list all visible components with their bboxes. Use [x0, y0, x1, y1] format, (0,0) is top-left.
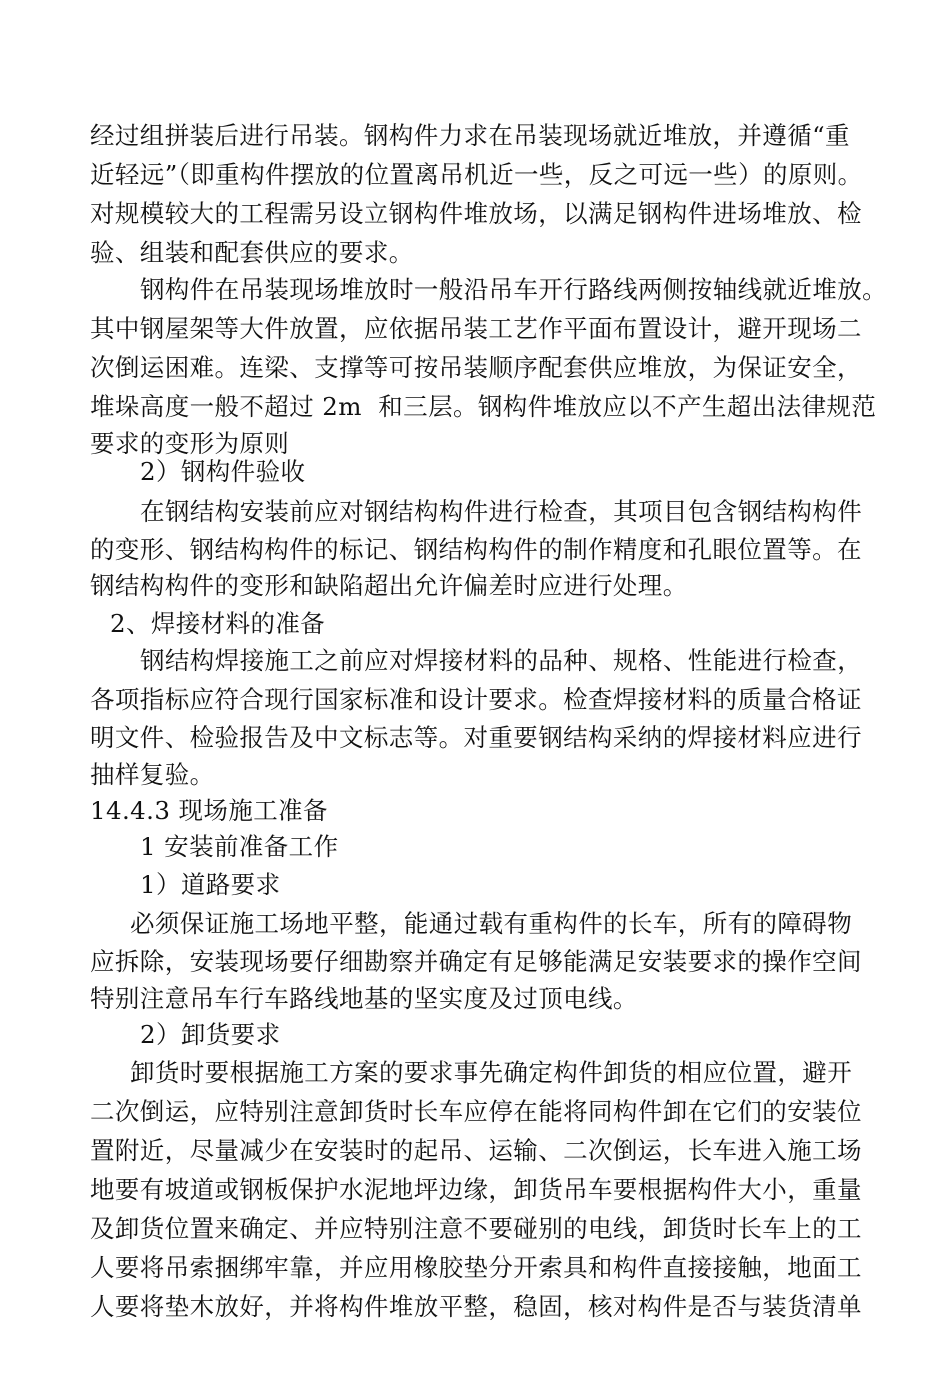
text-line-5: 钢构件在吊装现场堆放时一般沿吊车开行路线两侧按轴线就近堆放。	[140, 275, 887, 304]
text-line-4: 验、组装和配套供应的要求。	[90, 238, 414, 267]
text-line-24: 特别注意吊车行车路线地基的坚实度及过顶电线。	[90, 984, 638, 1013]
section-heading-road-requirements: 1）道路要求	[140, 870, 281, 899]
section-heading-inspection: 2）钢构件验收	[140, 457, 306, 486]
text-line-17: 明文件、检验报告及中文标志等。对重要钢结构采纳的焊接材料应进行	[90, 723, 862, 752]
section-heading-welding-materials: 2、焊接材料的准备	[110, 609, 326, 638]
text-line-15: 钢结构焊接施工之前应对焊接材料的品种、规格、性能进行检查，	[140, 646, 863, 675]
section-heading-unloading-requirements: 2）卸货要求	[140, 1020, 281, 1049]
text-line-13: 钢结构构件的变形和缺陷超出允许偏差时应进行处理。	[90, 571, 688, 600]
text-line-16: 各项指标应符合现行国家标准和设计要求。检查焊接材料的质量合格证	[90, 685, 862, 714]
text-line-6: 其中钢屋架等大件放置，应依据吊装工艺作平面布置设计，避开现场二	[90, 314, 862, 343]
text-line-12: 的变形、钢结构构件的标记、钢结构构件的制作精度和孔眼位置等。在	[90, 535, 862, 564]
text-line-27: 二次倒运，应特别注意卸货时长车应停在能将同构件卸在它们的安装位	[90, 1097, 862, 1126]
text-line-31: 人要将吊索捆绑牢靠，并应用橡胶垫分开索具和构件直接接触，地面工	[90, 1253, 862, 1282]
text-line-2: 近轻远”（即重构件摆放的位置离吊机近一些，反之可远一些）的原则。	[90, 160, 863, 189]
text-line-22: 必须保证施工场地平整，能通过载有重构件的长车，所有的障碍物	[130, 909, 853, 938]
text-line-28: 置附近，尽量减少在安装时的起吊、运输、二次倒运，长车进入施工场	[90, 1136, 862, 1165]
text-line-11: 在钢结构安装前应对钢结构构件进行检查，其项目包含钢结构构件	[140, 497, 863, 526]
text-line-18: 抽样复验。	[90, 760, 215, 789]
text-line-30: 及卸货位置来确定、并应特别注意不要碰别的电线，卸货时长车上的工	[90, 1214, 862, 1243]
text-line-1: 经过组拼装后进行吊装。钢构件力求在吊装现场就近堆放，并遵循“重	[90, 121, 850, 150]
section-heading-pre-installation: 1 安装前准备工作	[140, 832, 339, 861]
text-line-29: 地要有坡道或钢板保护水泥地坪边缘，卸货吊车要根据构件大小，重量	[90, 1175, 862, 1204]
text-line-9: 要求的变形为原则	[90, 429, 290, 458]
text-line-7: 次倒运困难。连梁、支撑等可按吊装顺序配套供应堆放，为保证安全，	[90, 353, 862, 382]
text-line-26: 卸货时要根据施工方案的要求事先确定构件卸货的相应位置，避开	[130, 1058, 853, 1087]
text-line-3: 对规模较大的工程需另设立钢构件堆放场，以满足钢构件进场堆放、检	[90, 199, 862, 228]
text-line-23: 应拆除，安装现场要仔细勘察并确定有足够能满足安装要求的操作空间	[90, 947, 862, 976]
text-line-8: 堆垛高度一般不超过 2m 和三层。钢构件堆放应以不产生超出法律规范	[90, 392, 877, 421]
text-line-32: 人要将垫木放好，并将构件堆放平整，稳固，核对构件是否与装货清单	[90, 1292, 862, 1321]
section-heading-site-preparation: 14.4.3 现场施工准备	[90, 796, 328, 825]
